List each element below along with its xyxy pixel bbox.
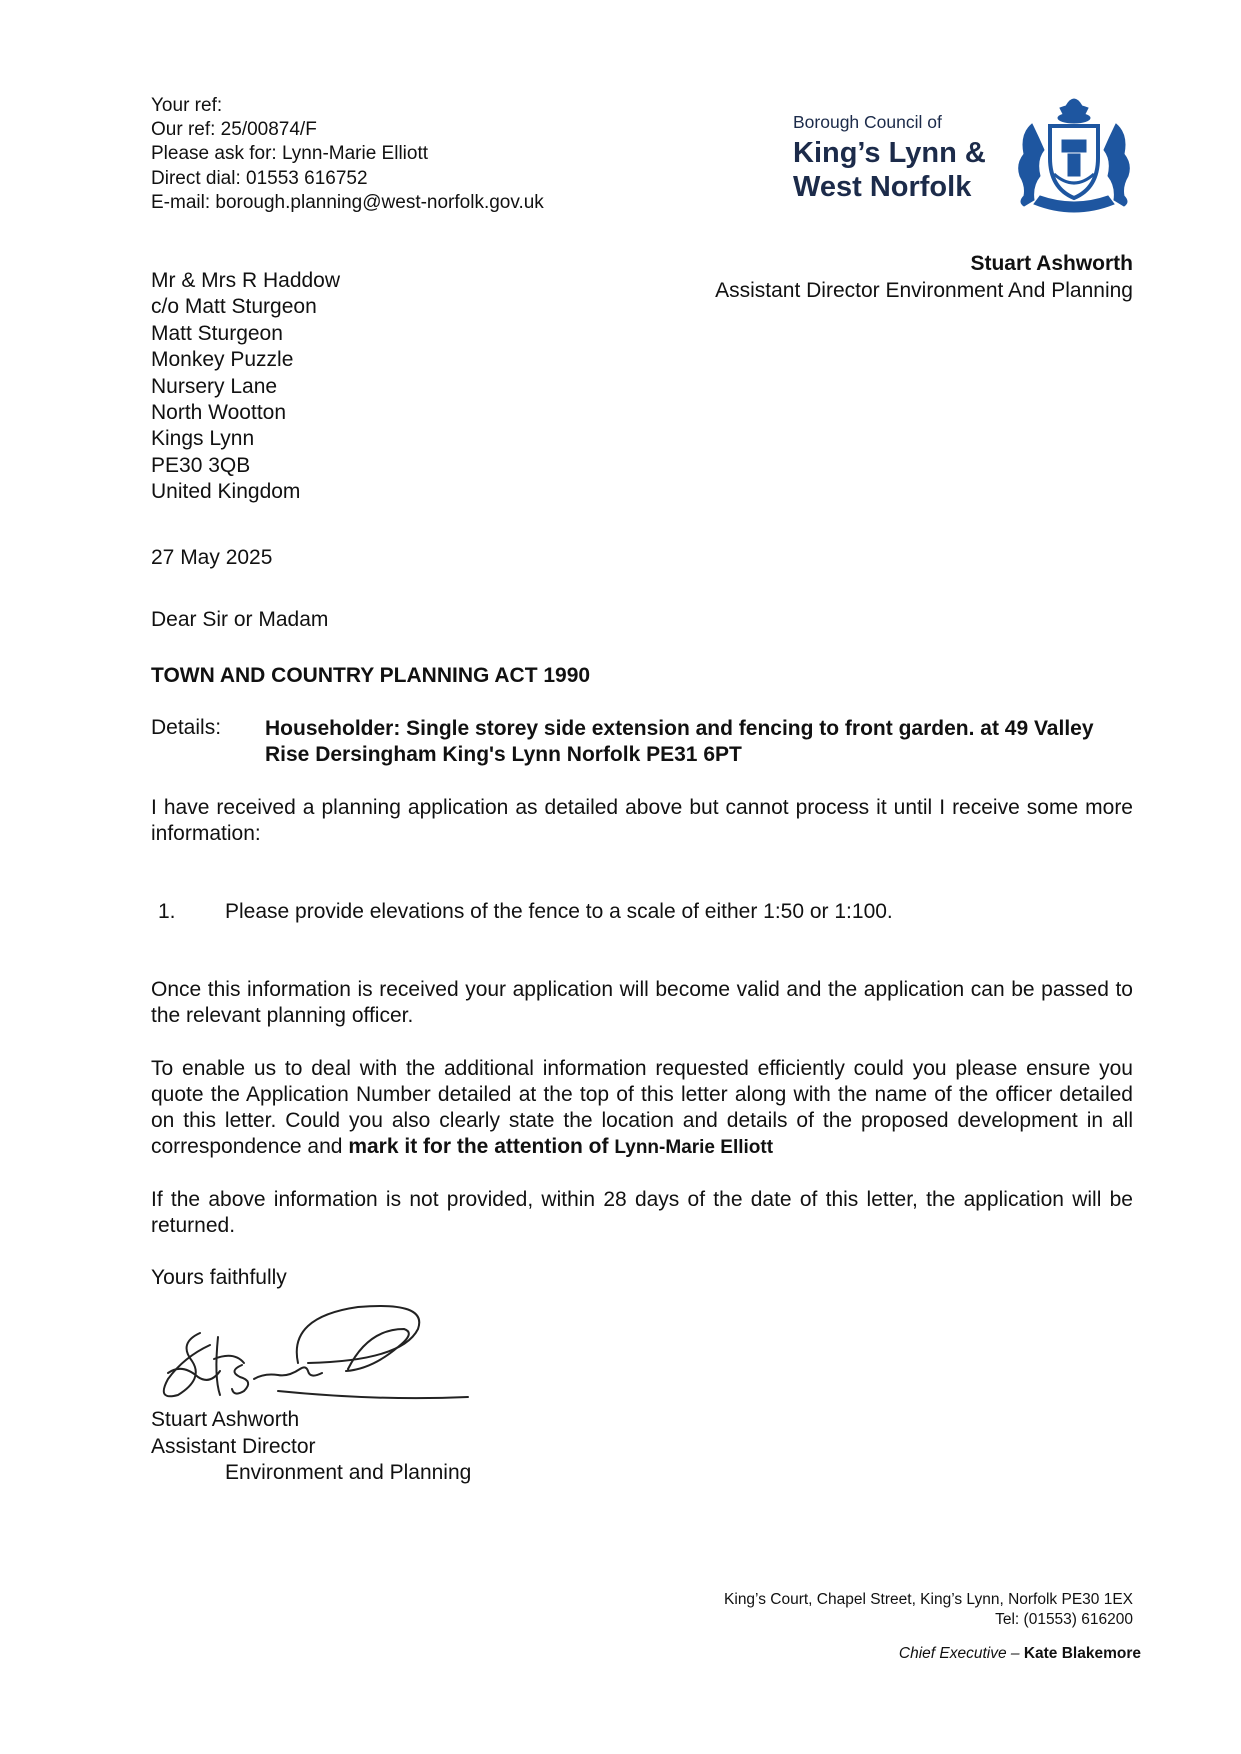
contact-name: Please ask for: Lynn-Marie Elliott [151, 143, 429, 165]
chief-role: Chief Executive [898, 1645, 1007, 1662]
address-line: PE30 3QB [151, 453, 251, 477]
signer-title: Assistant Director Environment And Planning [715, 279, 1133, 302]
details-value: Householder: Single storey side extension and fencing to front garden. at 49 Valley Rise Dersingham King's Lynn Norfolk PE31 6PT [265, 717, 1094, 766]
footer-address: King’s Court, Chapel Street, King’s Lynn, Norfolk PE30 1EX [724, 1591, 1133, 1608]
signer-name: Stuart Ashworth [970, 252, 1133, 275]
sign-off-department: Environment and Planning [225, 1461, 472, 1484]
validity-paragraph: Once this information is received your application will become valid and the application can be passed to the relevant planning officer. [151, 978, 1133, 1027]
address-line: Matt Sturgeon [151, 321, 283, 345]
your-ref: Your ref: [151, 95, 223, 116]
signer-header [715, 250, 1133, 304]
council-logo-text [793, 112, 986, 204]
closing: Yours faithfully [151, 1266, 287, 1289]
recipient-address [151, 268, 340, 506]
address-line: Nursery Lane [151, 374, 278, 398]
address-line: Kings Lynn [151, 427, 255, 451]
quote-paragraph [151, 1056, 1133, 1161]
return-paragraph: If the above information is not provided, within 28 days of the date of this letter, the application will be returned. [151, 1188, 1133, 1237]
our-ref: Our ref: 25/00874/F [151, 119, 317, 141]
quote-bold-text: mark it for the attention of [348, 1135, 609, 1158]
address-line: Mr & Mrs R Haddow [151, 269, 341, 292]
list-item-number: 1. [158, 900, 176, 923]
address-line: c/o Matt Sturgeon [151, 295, 317, 319]
chief-dash: – [1010, 1645, 1020, 1662]
chief-name: Kate Blakemore [1023, 1645, 1141, 1662]
logo-line-2: West Norfolk [793, 171, 972, 203]
contact-email: E-mail: borough.planning@west-norfolk.gov.uk [151, 191, 544, 213]
logo-small-text: Borough Council of [793, 112, 942, 132]
quote-text: To enable us to deal with the additional information requested efficiently could you please ensure you quote the Application Number detailed at the top of this letter along with the name of the officer detailed on this letter. Could you also clearly state the location and details of the proposed development in all correspondence and [151, 1057, 1133, 1158]
footer-address-block [724, 1590, 1133, 1630]
address-line: United Kingdom [151, 480, 301, 504]
list-item-text: Please provide elevations of the fence to a scale of either 1:50 or 1:100. [225, 900, 893, 923]
salutation: Dear Sir or Madam [151, 608, 329, 631]
sign-off-name: Stuart Ashworth [151, 1408, 300, 1431]
address-line: Monkey Puzzle [151, 348, 294, 372]
footer-tel: Tel: (01553) 616200 [995, 1611, 1133, 1628]
logo-line-1: King’s Lynn & [793, 137, 986, 169]
intro-paragraph: I have received a planning application as detailed above but cannot process it until I receive some more information: [151, 796, 1133, 845]
letter-date: 27 May 2025 [151, 546, 273, 569]
signature-icon [158, 1303, 478, 1403]
letter-heading: TOWN AND COUNTRY PLANNING ACT 1990 [151, 664, 591, 687]
coat-of-arms-icon [1010, 88, 1138, 214]
details-label: Details: [151, 716, 222, 739]
quote-officer-name: Lynn-Marie Elliott [614, 1137, 774, 1158]
direct-dial: Direct dial: 01553 616752 [151, 167, 368, 189]
sign-off-title: Assistant Director [151, 1434, 316, 1458]
reference-block [151, 94, 544, 215]
chief-executive-line [899, 1645, 1141, 1663]
address-line: North Wootton [151, 401, 287, 425]
sign-off-block [151, 1407, 471, 1487]
